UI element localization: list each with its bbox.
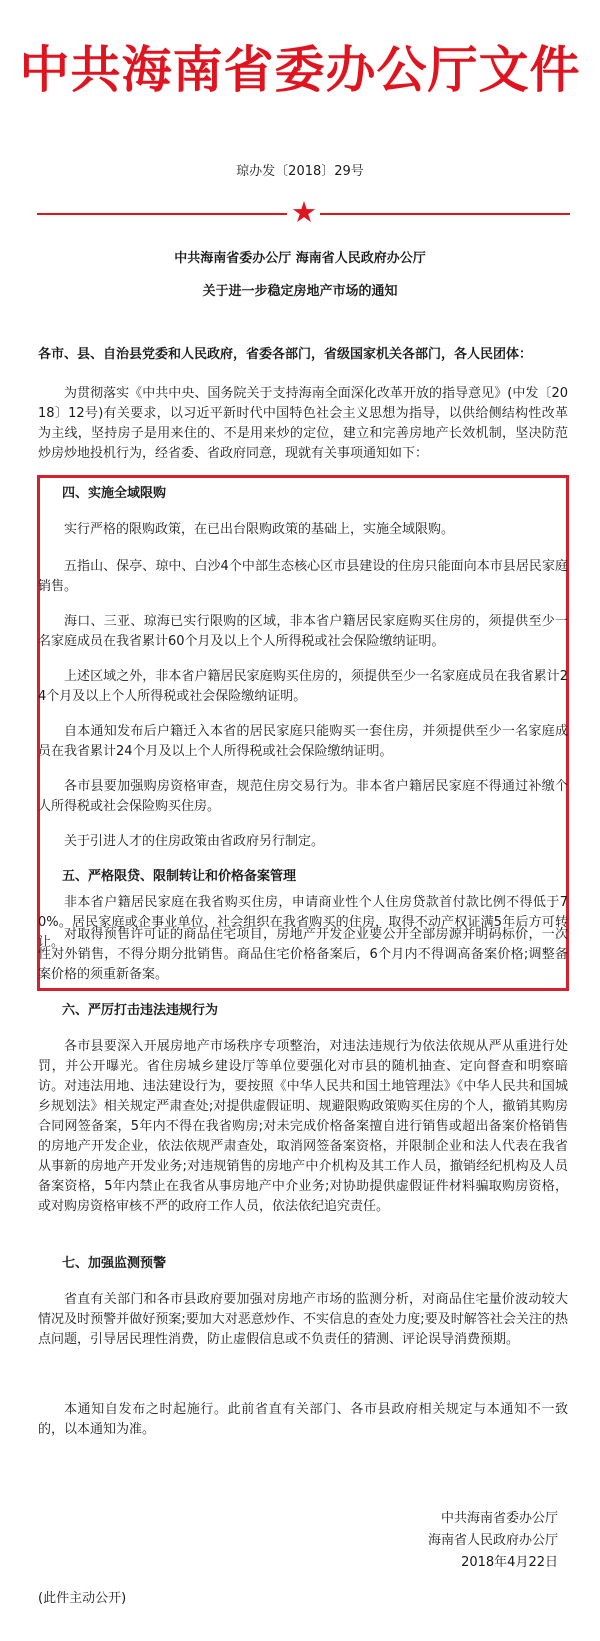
salutation: 各市、县、自治县党委和人民政府，省委各部门，省级国家机关各部门，各人民团体：	[38, 347, 533, 362]
section-4-paragraph: 自本通知发布后户籍迁入本省的居民家庭只能购买一套住房，并须提供至少一名家庭成员在我省累计24个月及以上个人所得税或社会保险缴纳证明。	[38, 724, 568, 759]
document-number: 琼办发〔2018〕29号	[236, 164, 364, 179]
red-rule-left	[37, 213, 287, 215]
section-5-paragraph: 对取得预售许可证的商品住宅项目，房地产开发企业要公开全部房源并明码标价，一次性对外销售，不得分期分批销售。商品住宅价格备案后，6个月内不得调高备案价格;调整备案价格的须重新备案。	[38, 927, 568, 982]
section-7-heading: 七、加强监测预警	[62, 1256, 167, 1271]
section-4-paragraph: 实行严格的限购政策，在已出台限购政策的基础上，实施全域限购。	[64, 522, 455, 537]
intro-paragraph: 为贯彻落实《中共中央、国务院关于支持海南全面深化改革开放的指导意见》(中发〔2018〕12号)有关要求，以习近平新时代中国特色社会主义思想为指导，以供给侧结构性改革为主线，坚持房子是用来住的、不是用来炒的定位，建立和完善房地产长效机制，坚决防范炒房炒地投机行为，经省委、省政府同意，现就有关事项通知如下：	[38, 386, 568, 461]
closing-paragraph: 本通知自发布之时起施行。此前省直有关部门、各市县政府相关规定与本通知不一致的，以本通知为准。	[38, 1402, 568, 1437]
signature-issuer-2: 海南省人民政府办公厅	[427, 1533, 558, 1548]
section-4-paragraph: 五指山、保亭、琼中、白沙4个中部生态核心区市县建设的住房只能面向本市县居民家庭销售。	[38, 559, 568, 594]
issuer-line: 中共海南省委办公厅 海南省人民政府办公厅	[174, 251, 426, 266]
section-4-paragraph: 各市县要加强购房资格审查，规范住房交易行为。非本省户籍居民家庭不得通过补缴个人所得税或社会保险购买住房。	[38, 779, 568, 814]
notice-subject: 关于进一步稳定房地产市场的通知	[202, 284, 398, 299]
red-rule-right	[320, 213, 570, 215]
signature-issuer-1: 中共海南省委办公厅	[440, 1511, 558, 1526]
document-header-title: 中共海南省委办公厅文件	[19, 40, 581, 99]
section-4-paragraph: 上述区域之外，非本省户籍居民家庭购买住房的，须提供至少一名家庭成员在我省累计24个月及以上个人所得税或社会保险缴纳证明。	[38, 669, 568, 704]
section-4-paragraph: 关于引进人才的住房政策由省政府另行制定。	[64, 834, 325, 849]
section-5-paragraph: 非本省户籍居民家庭在我省购买住房，申请商业性个人住房贷款首付款比例不得低于70%。居民家庭或企事业单位、社会组织在我省购买的住房，取得不动产权证满5年后方可转让。	[38, 895, 568, 950]
section-4-heading: 四、实施全域限购	[62, 486, 167, 501]
section-4-paragraph: 海口、三亚、琼海已实行限购的区域，非本省户籍居民家庭购买住房的，须提供至少一名家庭成员在我省累计60个月及以上个人所得税或社会保险缴纳证明。	[38, 614, 568, 649]
signature-date: 2018年4月22日	[461, 1555, 558, 1570]
red-star-icon: ★	[291, 195, 317, 229]
section-5-heading: 五、严格限贷、限制转让和价格备案管理	[62, 869, 297, 884]
section-6-heading: 六、严厉打击违法违规行为	[62, 1003, 219, 1018]
section-7-paragraph: 省直有关部门和各市县政府要加强对房地产市场的监测分析，对商品住宅量价波动较大情况及时预警并做好预案;要加大对恶意炒作、不实信息的查处力度;要及时解答社会关注的热点问题，引导居民理性消费，防止虚假信息或不负责任的猜测、评论误导消费预期。	[38, 1292, 568, 1347]
public-release-note: (此件主动公开)	[38, 1591, 127, 1606]
section-6-paragraph: 各市县要深入开展房地产市场秩序专项整治，对违法违规行为依法依规从严从重进行处罚，并公开曝光。省住房城乡建设厅等单位要强化对市县的随机抽查、定向督查和明察暗访。对违法用地、违法建设行为，要按照《中华人民共和国土地管理法》《中华人民共和国城乡规划法》相关规定严肃查处;对提供虚假证明、规避限购政策购买住房的个人，撤销其购房合同网签备案，5年内不得在我省购房;对未完成价格备案擅自进行销售或超出备案价格销售的房地产开发企业，依法依规严肃查处，取消网签备案资格，并限制企业和法人代表在我省从事新的房地产开发业务;对违规销售的房地产中介机构及其工作人员，撤销经纪机构及人员备案资格，5年内禁止在我省从事房地产中介业务;对协助提供虚假证件材料骗取购房资格，或对购房资格审核不严的政府工作人员，依法依纪追究责任。	[38, 1039, 568, 1214]
